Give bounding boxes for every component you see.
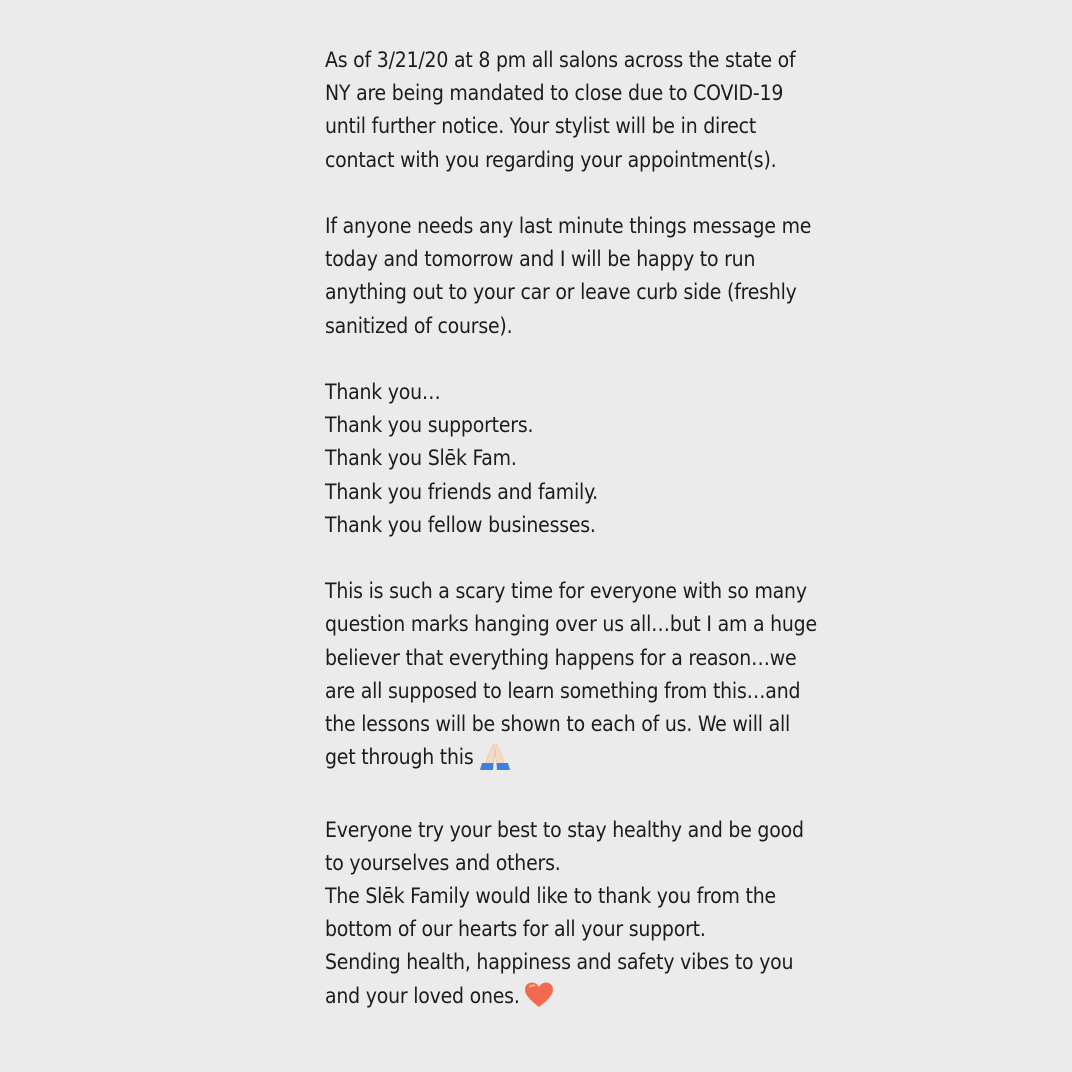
announcement-text xyxy=(325,44,817,1019)
text-line: If anyone needs any last minute things message me xyxy=(325,214,812,238)
text-line-with-emoji xyxy=(325,741,805,780)
text-line: Thank you… xyxy=(325,380,441,404)
text-line: believer that everything happens for a reason…we xyxy=(325,645,797,670)
text-line: This is such a scary time for everyone with so many xyxy=(325,579,807,604)
text-line: to yourselves and others. xyxy=(325,850,561,875)
text-line: the lessons will be shown to each of us. We will all xyxy=(325,712,791,737)
closing-paragraph xyxy=(325,814,805,1019)
text-line: until further notice. Your stylist will be in direct xyxy=(325,114,757,139)
text-line: Thank you friends and family. xyxy=(325,479,598,504)
text-line: Sending health, happiness and safety vibes to you xyxy=(325,950,794,975)
text-line: Thank you Slēk Fam. xyxy=(325,446,517,471)
text-line: As of 3/21/20 at 8 pm all salons across the state of xyxy=(325,48,796,72)
closure-paragraph xyxy=(325,44,805,177)
text-line: bottom of our hearts for all your support. xyxy=(325,917,706,942)
thank-you-paragraph xyxy=(325,376,805,542)
heart-icon xyxy=(524,981,554,1019)
text-line: sanitized of course). xyxy=(325,313,513,338)
text-line: NY are being mandated to close due to COVID-19 xyxy=(325,81,784,106)
text-line: and your loved ones. xyxy=(325,983,520,1008)
text-line: today and tomorrow and I will be happy to run xyxy=(325,247,756,272)
text-line: Thank you supporters. xyxy=(325,413,534,438)
text-line: get through this xyxy=(325,745,474,770)
text-line-with-emoji xyxy=(325,980,805,1019)
last-minute-paragraph xyxy=(325,210,812,343)
text-line: question marks hanging over us all…but I am a huge xyxy=(325,612,817,637)
praying-hands-icon xyxy=(478,742,512,780)
text-line: Everyone try your best to stay healthy and be good xyxy=(325,817,804,842)
text-line: are all supposed to learn something from this…and xyxy=(325,678,801,703)
scary-time-paragraph xyxy=(325,575,817,780)
text-line: The Slēk Family would like to thank you from the xyxy=(325,884,776,909)
text-line: Thank you fellow businesses. xyxy=(325,512,596,537)
text-line: contact with you regarding your appointment(s). xyxy=(325,147,777,172)
text-line: anything out to your car or leave curb side (freshly xyxy=(325,280,797,305)
